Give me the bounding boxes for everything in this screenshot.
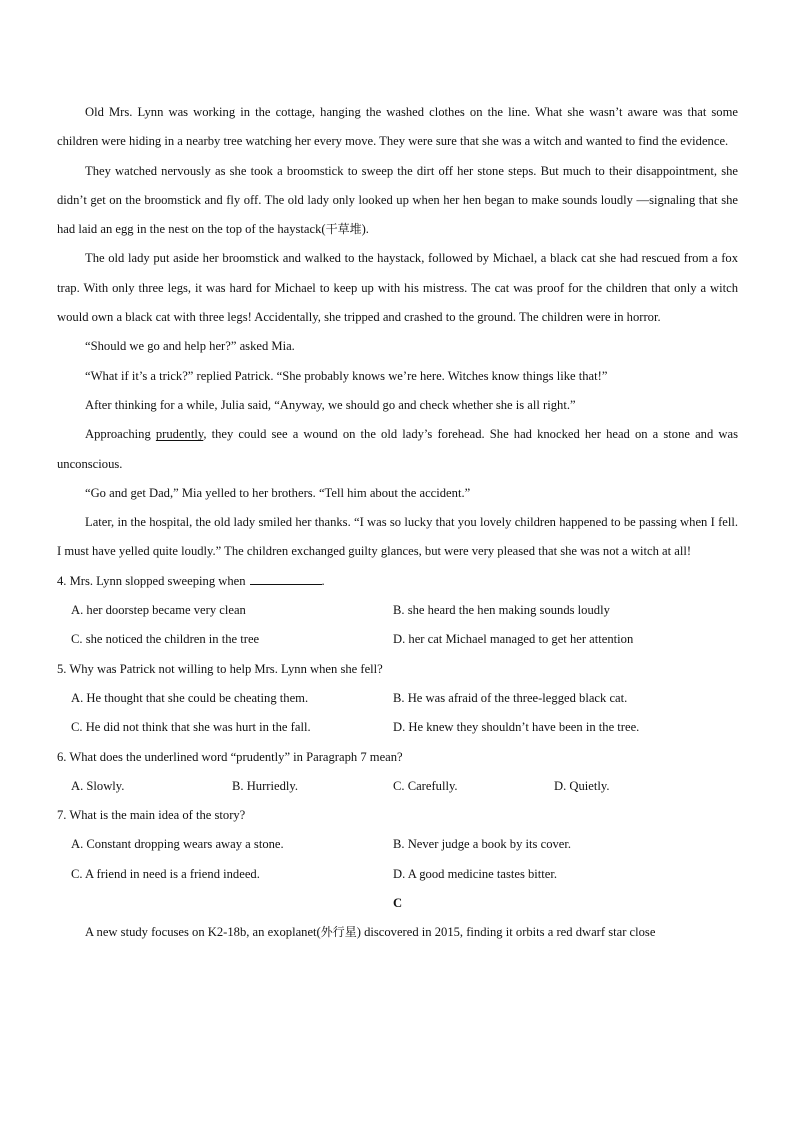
answer-blank: [250, 572, 322, 585]
paragraph-2-end: ).: [361, 222, 369, 237]
q6-option-c: C. Carefully.: [393, 778, 458, 793]
section-c-heading: C: [392, 896, 403, 911]
paragraph-7-start: Approaching: [85, 427, 156, 442]
question-5-options-row-1: [57, 684, 738, 713]
q5-option-a: A. He thought that she could be cheating them.: [71, 690, 309, 705]
haystack-gloss: 干草堆: [325, 222, 362, 237]
passage-paragraph-6: After thinking for a while, Julia said, “Anyway, we should go and check whether she is all right.”: [85, 397, 576, 412]
question-4-stem: [57, 567, 738, 596]
question-4-text: 4. Mrs. Lynn slopped sweeping when: [57, 573, 246, 588]
question-7-options-row-1: [57, 830, 738, 859]
q4-option-b: B. she heard the hen making sounds loudly: [393, 603, 610, 618]
passage-paragraph-4: “Should we go and help her?” asked Mia.: [85, 339, 295, 354]
q7-option-c: C. A friend in need is a friend indeed.: [71, 866, 260, 881]
question-4-end: .: [321, 573, 325, 588]
q4-option-a: A. her doorstep became very clean: [71, 603, 246, 618]
passage-paragraph-9: Later, in the hospital, the old lady smiled her thanks. “I was so lucky that you lovely children happened to be passing when I fell. I must have yelled quite loudly.” The children exchanged guilty glances, but were very pleased that she was not a witch at all!: [57, 515, 738, 559]
q6-option-b: B. Hurriedly.: [232, 778, 298, 793]
q7-option-a: A. Constant dropping wears away a stone.: [71, 837, 284, 852]
question-4-options-row-2: [57, 625, 738, 654]
q5-option-c: C. He did not think that she was hurt in the fall.: [71, 720, 311, 735]
passage-paragraph-7: [57, 420, 738, 479]
q4-option-d: D. her cat Michael managed to get her attention: [393, 632, 634, 647]
q7-option-b: B. Never judge a book by its cover.: [393, 837, 572, 852]
q5-option-b: B. He was afraid of the three-legged black cat.: [393, 690, 628, 705]
exam-page: [57, 98, 738, 948]
paragraph-2-text: They watched nervously as she took a broomstick to sweep the dirt off her stone steps. But much to their disappointment, she didn’t get on the broomstick and fly off. The old lady only looked up when her hen began to make sounds loudly —signaling that she had laid an egg in the nest on the top of the haystack(: [57, 163, 738, 237]
underlined-word: prudently: [155, 427, 204, 442]
q7-option-d: D. A good medicine tastes bitter.: [393, 866, 558, 881]
question-6-stem: 6. What does the underlined word “prudently” in Paragraph 7 mean?: [57, 749, 403, 764]
question-5-stem: 5. Why was Patrick not willing to help Mrs. Lynn when she fell?: [57, 661, 383, 676]
section-c-paragraph-1: [57, 918, 738, 947]
q5-option-d: D. He knew they shouldn’t have been in the tree.: [393, 720, 640, 735]
q4-option-c: C. she noticed the children in the tree: [71, 632, 260, 647]
question-7-options-row-2: [57, 860, 738, 889]
exoplanet-gloss: 外行星: [320, 925, 357, 940]
q6-option-d: D. Quietly.: [554, 778, 610, 793]
section-c-text-cont: ) discovered in 2015, finding it orbits a red dwarf star close: [356, 925, 656, 940]
section-c-text: A new study focuses on K2-18b, an exoplanet(: [85, 925, 321, 940]
question-5-options-row-2: [57, 713, 738, 742]
passage-paragraph-5: “What if it’s a trick?” replied Patrick. “She probably knows we’re here. Witches know things like that!”: [85, 368, 608, 383]
passage-paragraph-8: “Go and get Dad,” Mia yelled to her brothers. “Tell him about the accident.”: [85, 485, 471, 500]
passage-paragraph-3: The old lady put aside her broomstick and walked to the haystack, followed by Michael, a black cat she had rescued from a fox trap. With only three legs, it was hard for Michael to keep up with his mistress. The cat was proof for the children that only a witch would own a black cat with three legs! Accidentally, she tripped and crashed to the ground. The children were in horror.: [57, 251, 738, 325]
question-4-options-row-1: [57, 596, 738, 625]
question-6-options: [57, 772, 738, 801]
passage-paragraph-2: [57, 157, 738, 245]
passage-paragraph-1: Old Mrs. Lynn was working in the cottage, hanging the washed clothes on the line. What she wasn’t aware was that some children were hiding in a nearby tree watching her every move. They were sure that she was a witch and wanted to find the evidence.: [57, 105, 738, 149]
paragraph-7-rest: , they could see a wound on the old lady’s forehead. She had knocked her head on a stone and was unconscious.: [57, 427, 738, 471]
q6-option-a: A. Slowly.: [71, 778, 125, 793]
question-7-stem: 7. What is the main idea of the story?: [57, 808, 246, 823]
